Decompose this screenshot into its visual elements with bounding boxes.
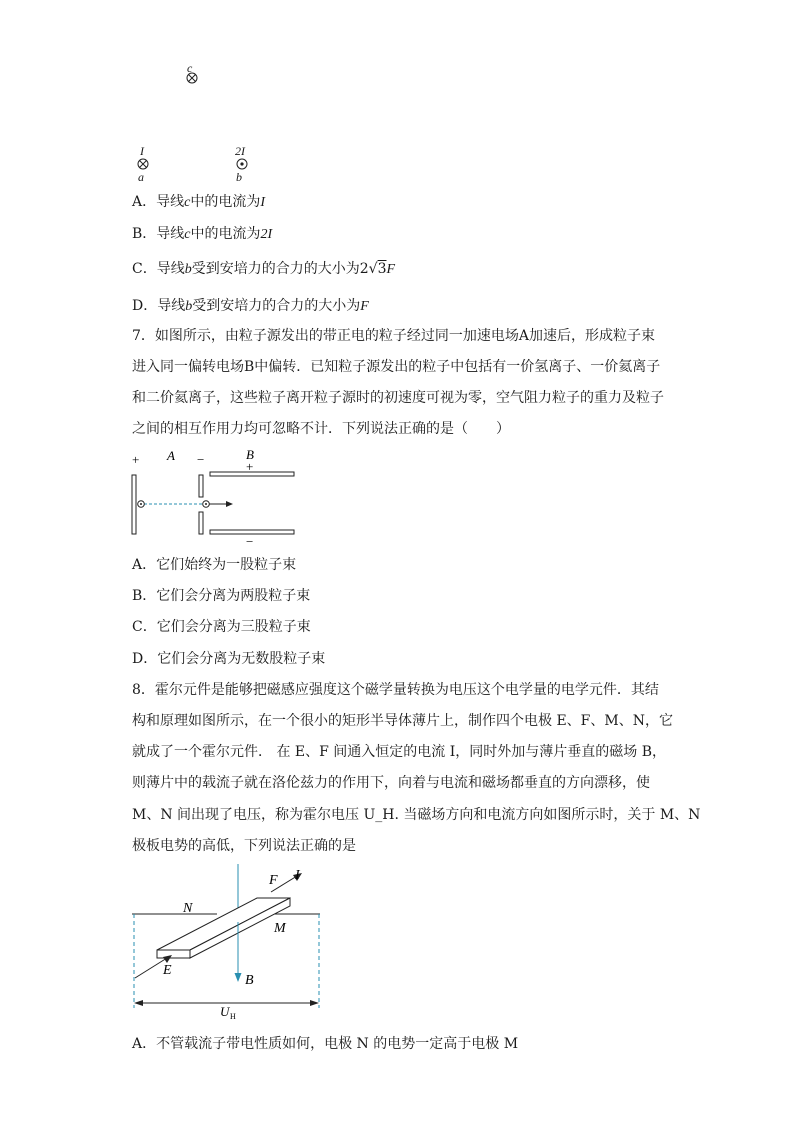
q7-stem-line: 进入同一偏转电场B中偏转．已知粒子源发出的粒子中包括有一价氢离子、一价氦离子 <box>132 359 661 375</box>
label-M: M <box>274 921 286 936</box>
label-I: I <box>140 144 144 158</box>
current-out-of-page-icon <box>235 157 249 171</box>
right-plate-upper <box>199 475 203 497</box>
label-B: B <box>246 447 254 462</box>
q6-option-b[interactable]: B．导线c中的电流为2I <box>132 226 273 242</box>
label-F: F <box>269 873 278 888</box>
q7-option-d[interactable]: D．它们会分离为无数股粒子束 <box>132 651 326 667</box>
q8-stem-line: 构和原理如图所示，在一个很小的矩形半导体薄片上，制作四个电极 E、F、M、N，它 <box>132 713 673 729</box>
q6-option-a[interactable]: A．导线c中的电流为I <box>132 194 266 210</box>
label-b: b <box>236 170 242 184</box>
q8-option-a[interactable]: A．不管载流子带电性质如何，电极 N 的电势一定高于电极 M <box>132 1036 519 1052</box>
q8-stem-line: 就成了一个霍尔元件． 在 E、F 间通入恒定的电流 I，同时外加与薄片垂直的磁场 B， <box>132 744 667 760</box>
plus-sign-a: + <box>132 452 140 467</box>
q7-option-b[interactable]: B．它们会分离为两股粒子束 <box>132 588 311 604</box>
label-E: E <box>163 963 172 978</box>
label-U: U <box>220 1004 230 1019</box>
q6-option-d[interactable]: D．导线b受到安培力的合力的大小为F <box>132 298 369 314</box>
q6-option-c[interactable]: C．导线b受到安培力的合力的大小为2√3F <box>132 261 396 277</box>
label-a: a <box>138 170 144 184</box>
q8-stem-line: 则薄片中的载流子就在洛伦兹力的作用下，向着与电流和磁场都垂直的方向漂移，使 <box>132 775 650 791</box>
label-A: A <box>167 448 175 463</box>
label-I: I <box>295 868 300 883</box>
q8-stem-line: M、N 间出现了电压，称为霍尔电压 U_H. 当磁场方向和电流方向如图所示时，关于 M、N <box>132 807 701 823</box>
minus-sign-a: − <box>197 452 205 467</box>
hall-element-figure <box>125 862 325 1022</box>
q7-stem-line: 和二价氦离子，这些粒子离开粒子源时的初速度可视为零，空气阻力粒子的重力及粒子 <box>132 390 664 406</box>
label-c: c <box>187 61 193 75</box>
plus-sign-b: + <box>246 459 254 474</box>
accelerator-deflector-figure <box>125 446 305 548</box>
q8-stem-line: 8．霍尔元件是能够把磁感应强度这个磁学量转换为电压这个电学量的电学元件．其结 <box>132 682 659 698</box>
minus-sign-b: − <box>246 534 254 548</box>
left-plate <box>132 475 136 534</box>
label-U-subscript: H <box>230 1012 236 1021</box>
q7-option-a[interactable]: A．它们始终为一股粒子束 <box>132 557 297 573</box>
label-B: B <box>245 973 254 988</box>
label-2I: 2I <box>235 144 245 158</box>
label-N: N <box>183 901 193 916</box>
q7-stem-line: 7．如图所示，由粒子源发出的带正电的粒子经过同一加速电场A加速后，形成粒子束 <box>132 328 656 344</box>
slab-top <box>157 898 290 950</box>
current-into-page-icon <box>136 157 150 171</box>
q8-stem-line: 极板电势的高低，下列说法正确的是 <box>132 838 356 854</box>
slab-front <box>157 950 190 958</box>
q7-option-c[interactable]: C．它们会分离为三股粒子束 <box>132 619 311 635</box>
sqrt-sign: √ <box>368 261 378 277</box>
right-plate-lower <box>199 512 203 534</box>
q7-stem-line: 之间的相互作用力均可忽略不计．下列说法正确的是（ ） <box>132 421 510 437</box>
current-into-page-icon <box>185 71 199 85</box>
